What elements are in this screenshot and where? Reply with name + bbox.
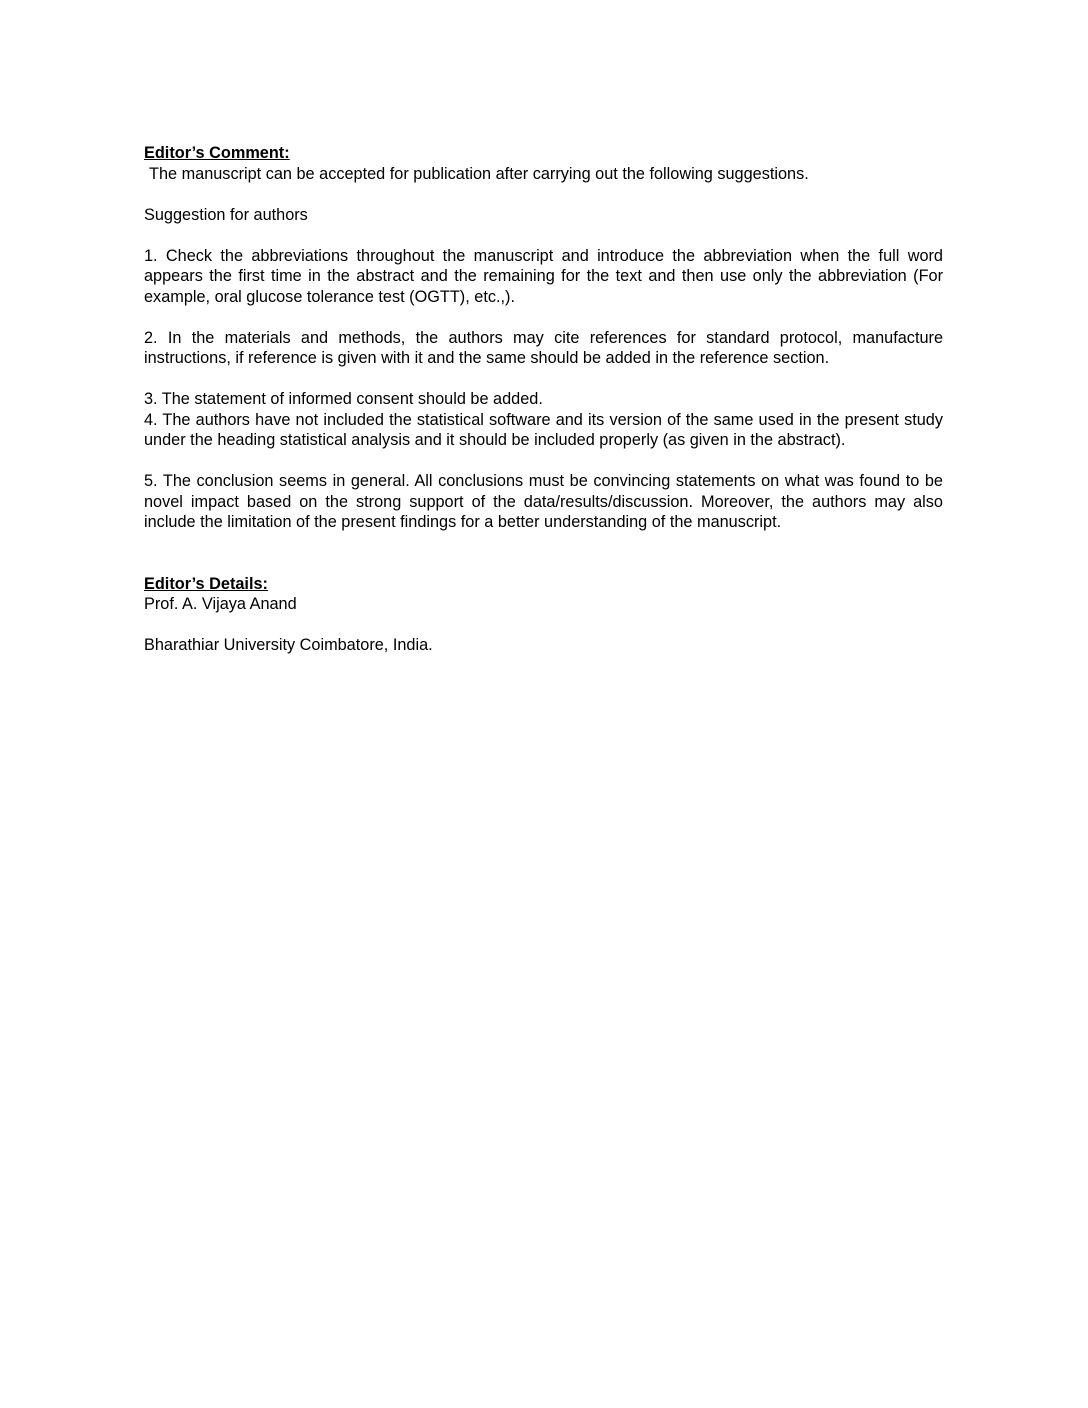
suggestion-item-1: 1. Check the abbreviations throughout the manuscript and introduce the abbreviation when the full word appears the first time in the abstract and the remaining for the text and then use only the abbreviation (For example, oral glucose tolerance test (OGTT), etc.,).	[144, 246, 943, 306]
suggestion-item-2: 2. In the materials and methods, the authors may cite references for standard protocol, manufacture instructions, if reference is given with it and the same should be added in the reference section.	[144, 328, 943, 367]
spacer	[144, 307, 943, 328]
editor-affiliation: Bharathiar University Coimbatore, India.	[144, 636, 433, 654]
spacer	[144, 369, 943, 390]
editor-comment-heading: Editor’s Comment:	[144, 144, 290, 162]
editor-name: Prof. A. Vijaya Anand	[144, 595, 297, 613]
spacer	[144, 533, 943, 574]
suggestion-item-4: 4. The authors have not included the statistical software and its version of the same used in the present study under the heading statistical analysis and it should be included properly (as given in the abstract).	[144, 410, 943, 449]
document-body	[144, 143, 943, 656]
editor-details-heading: Editor’s Details:	[144, 574, 268, 593]
suggestion-item-3: 3. The statement of informed consent should be added.	[144, 390, 543, 408]
spacer	[144, 184, 943, 205]
suggestion-item-5: 5. The conclusion seems in general. All conclusions must be convincing statements on what was found to be novel impact based on the strong support of the data/results/discussion. Moreover, the authors may also include the limitation of the present findings for a better understanding of the manuscript.	[144, 472, 943, 531]
spacer	[144, 615, 943, 636]
suggestion-title: Suggestion for authors	[144, 205, 308, 224]
spacer	[144, 451, 943, 472]
spacer	[144, 225, 943, 246]
editor-comment-intro: The manuscript can be accepted for publication after carrying out the following suggestions.	[149, 164, 809, 183]
